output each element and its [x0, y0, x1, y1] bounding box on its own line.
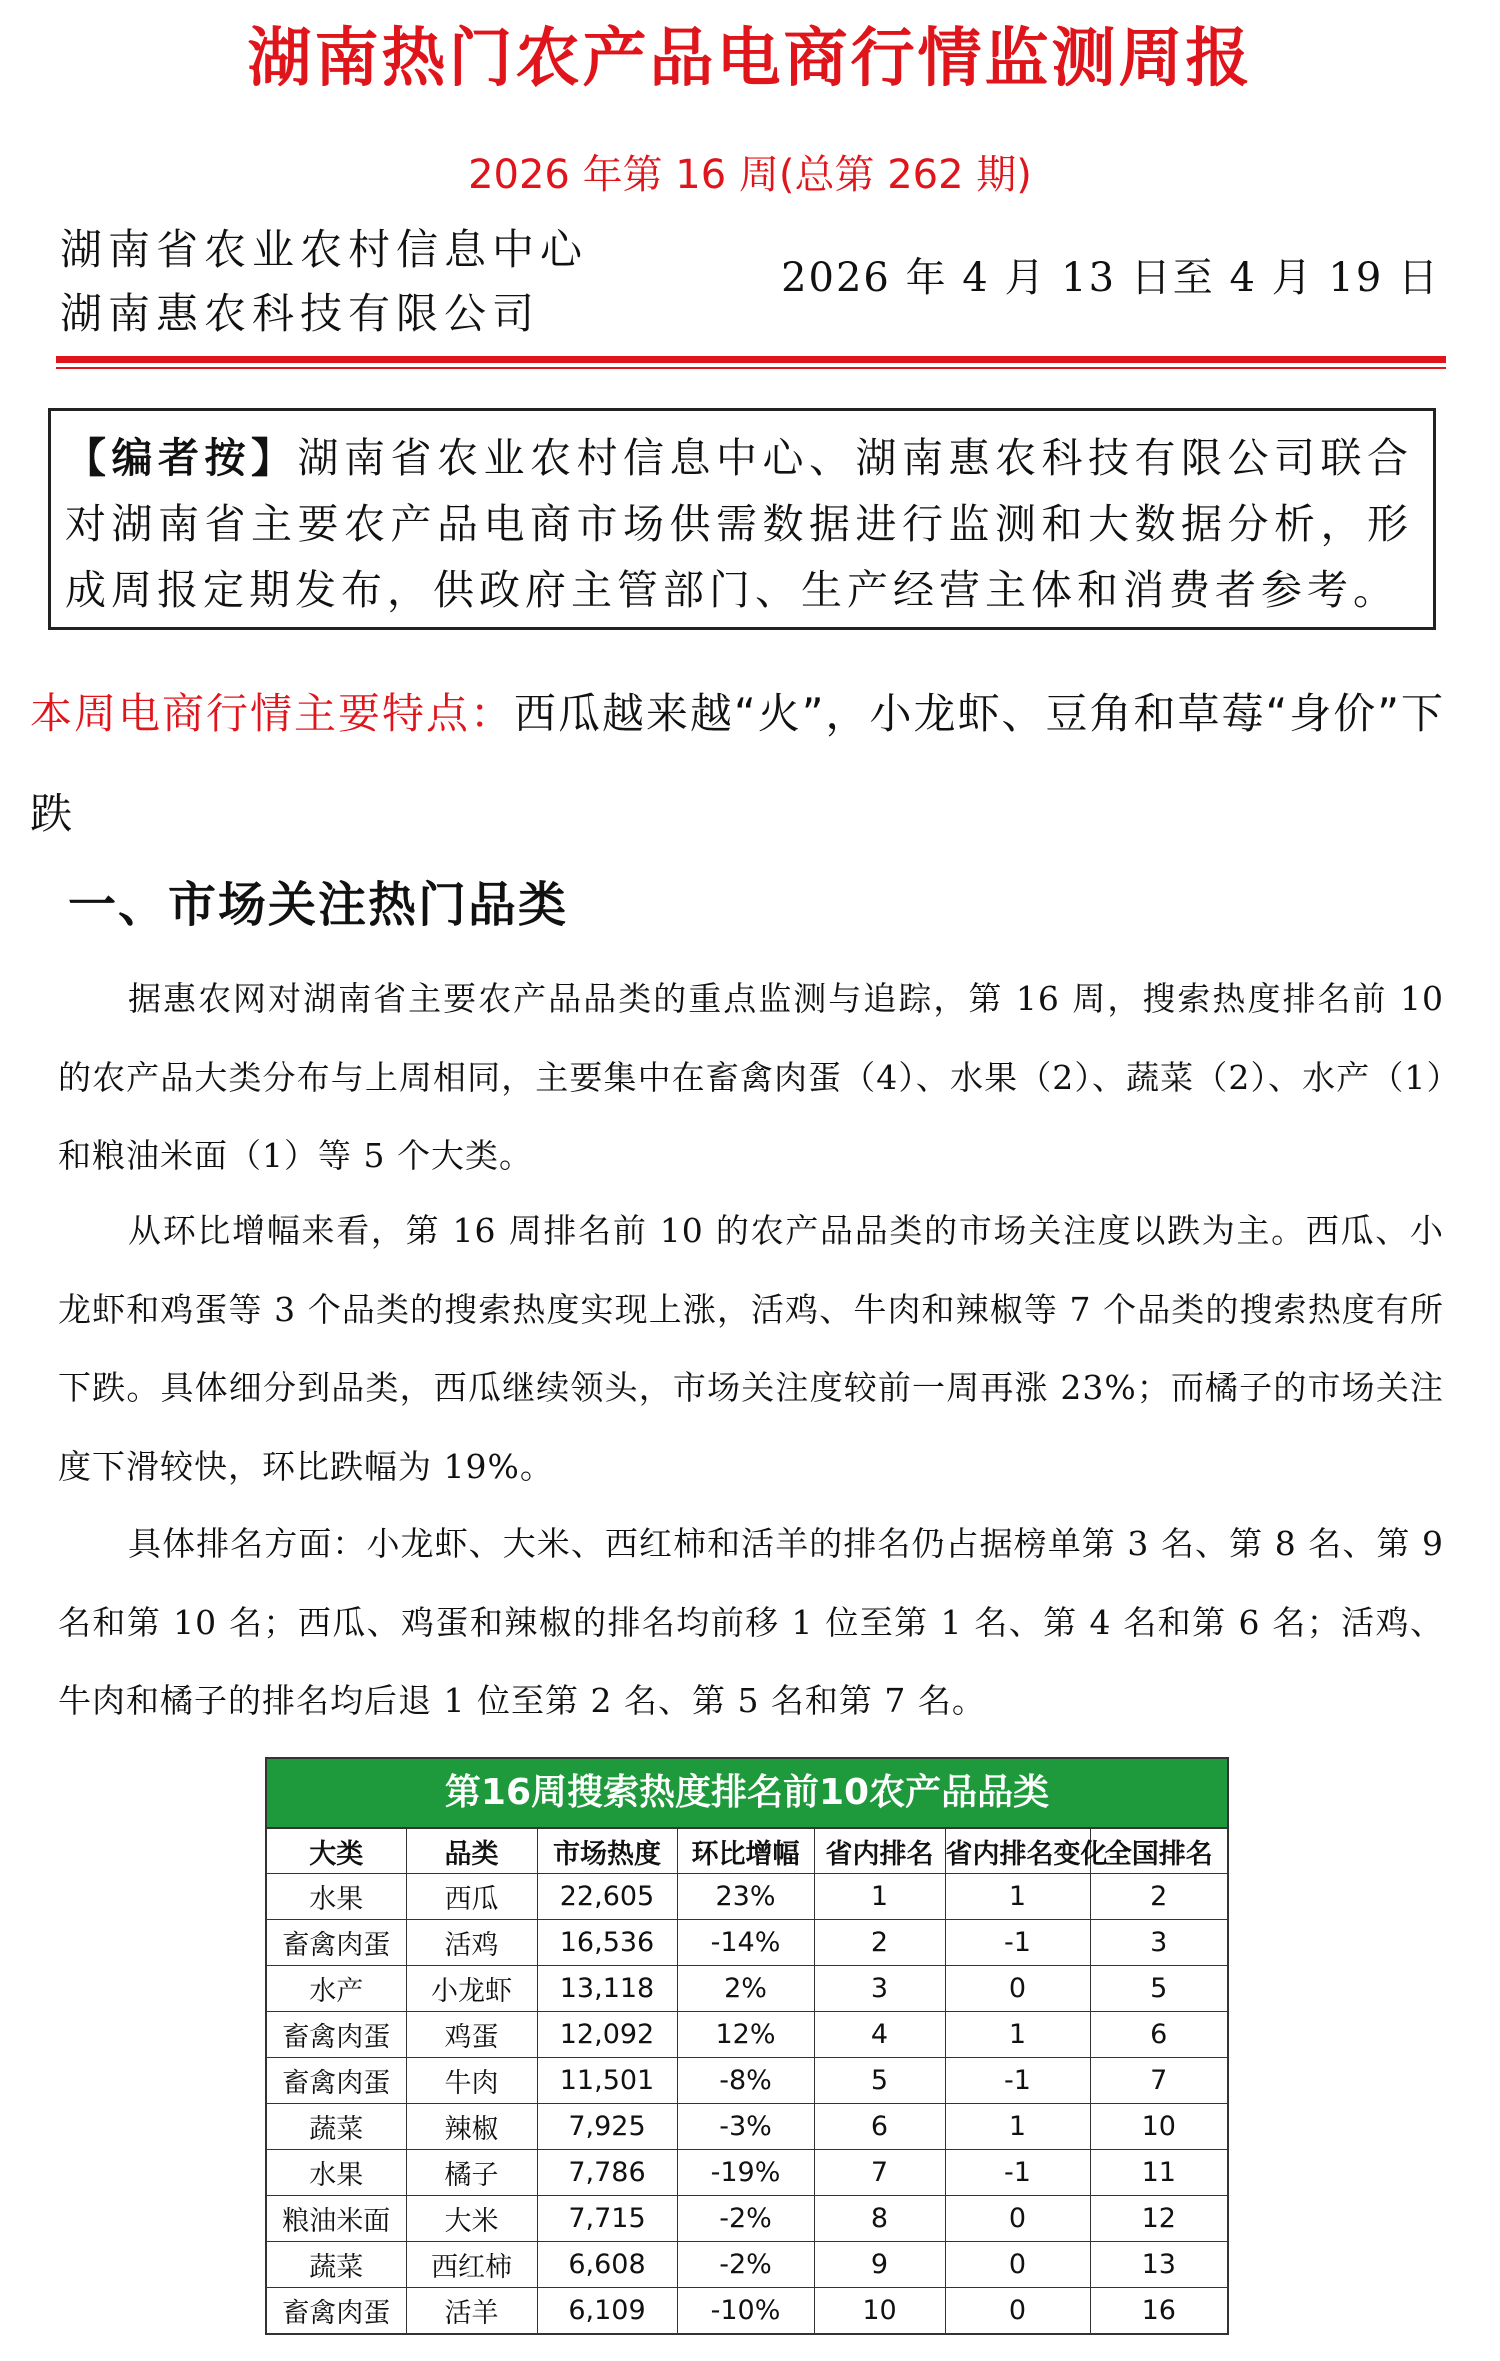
table-row: [267, 1966, 1227, 2012]
cell-national-rank: 2: [1090, 1874, 1227, 1920]
cell-national-rank: 13: [1090, 2242, 1227, 2288]
cell-province-rank: 9: [814, 2242, 945, 2288]
header-divider-thick: [56, 356, 1446, 363]
cell-heat: 13,118: [537, 1966, 677, 2012]
paragraph: 从环比增幅来看，第 16 周排名前 10 的农产品品类的市场关注度以跌为主。西瓜、小龙虾和鸡蛋等 3 个品类的搜索热度实现上涨，活鸡、牛肉和辣椒等 7 个品类的搜索热度有所下跌。具体细分到品类，西瓜继续领头，市场关注度较前一周再涨 23%；而橘子的市场关注度下滑较快，环比跌幅为 19%。: [58, 1211, 1444, 1486]
cell-wow-change: -19%: [677, 2150, 814, 2196]
cell-rank-change: 1: [945, 2012, 1090, 2058]
header-wow-change: 环比增幅: [677, 1829, 814, 1874]
cell-heat: 6,109: [537, 2288, 677, 2334]
editor-note-box: [48, 408, 1436, 630]
cell-national-rank: 7: [1090, 2058, 1227, 2104]
cell-product: 活羊: [406, 2288, 537, 2334]
table-row: [267, 2288, 1227, 2334]
table-header-row: [267, 1829, 1227, 1874]
cell-province-rank: 10: [814, 2288, 945, 2334]
publisher-huinong: 湖南惠农科技有限公司: [60, 289, 541, 338]
highlights-text: 西瓜越来越“火”，小龙虾、豆角和草莓“身价”下跌: [30, 689, 1446, 838]
cell-heat: 16,536: [537, 1920, 677, 1966]
cell-province-rank: 1: [814, 1874, 945, 1920]
cell-national-rank: 5: [1090, 1966, 1227, 2012]
highlights-label: 本周电商行情主要特点：: [30, 689, 515, 738]
cell-rank-change: 0: [945, 2196, 1090, 2242]
cell-rank-change: -1: [945, 1920, 1090, 1966]
cell-category: 畜禽肉蛋: [267, 2058, 406, 2104]
cell-national-rank: 3: [1090, 1920, 1227, 1966]
cell-heat: 11,501: [537, 2058, 677, 2104]
cell-product: 牛肉: [406, 2058, 537, 2104]
cell-national-rank: 6: [1090, 2012, 1227, 2058]
report-title: 湖南热门农产品电商行情监测周报: [247, 22, 1253, 96]
table-row: [267, 2058, 1227, 2104]
cell-national-rank: 16: [1090, 2288, 1227, 2334]
section-heading: 一、市场关注热门品类: [68, 877, 569, 933]
ranking-table-grid: [267, 1829, 1227, 2333]
cell-province-rank: 6: [814, 2104, 945, 2150]
ranking-table: [265, 1757, 1229, 2335]
header-heat: 市场热度: [537, 1829, 677, 1874]
header-province-rank: 省内排名: [814, 1829, 945, 1874]
cell-wow-change: -14%: [677, 1920, 814, 1966]
cell-category: 蔬菜: [267, 2242, 406, 2288]
cell-province-rank: 8: [814, 2196, 945, 2242]
table-row: [267, 2196, 1227, 2242]
cell-category: 畜禽肉蛋: [267, 1920, 406, 1966]
table-row: [267, 2150, 1227, 2196]
date-range: 2026 年 4 月 13 日至 4 月 19 日: [781, 255, 1440, 301]
cell-heat: 7,786: [537, 2150, 677, 2196]
cell-category: 畜禽肉蛋: [267, 2012, 406, 2058]
cell-province-rank: 5: [814, 2058, 945, 2104]
cell-product: 活鸡: [406, 1920, 537, 1966]
cell-rank-change: 1: [945, 2104, 1090, 2150]
cell-province-rank: 2: [814, 1920, 945, 1966]
cell-heat: 12,092: [537, 2012, 677, 2058]
paragraph: 具体排名方面：小龙虾、大米、西红柿和活羊的排名仍占据榜单第 3 名、第 8 名、第 9 名和第 10 名；西瓜、鸡蛋和辣椒的排名均前移 1 位至第 1 名、第 4 名和第 6 名；活鸡、牛肉和橘子的排名均后退 1 位至第 2 名、第 5 名和第 7 名。: [58, 1524, 1444, 1720]
weekly-highlights: [30, 664, 1480, 864]
cell-rank-change: 0: [945, 2288, 1090, 2334]
header-rank-change: 省内排名变化: [945, 1829, 1090, 1874]
cell-heat: 6,608: [537, 2242, 677, 2288]
cell-national-rank: 12: [1090, 2196, 1227, 2242]
cell-province-rank: 7: [814, 2150, 945, 2196]
table-row: [267, 1874, 1227, 1920]
cell-category: 粮油米面: [267, 2196, 406, 2242]
cell-product: 橘子: [406, 2150, 537, 2196]
paragraph: 据惠农网对湖南省主要农产品品类的重点监测与追踪，第 16 周，搜索热度排名前 10 的农产品大类分布与上周相同，主要集中在畜禽肉蛋（4）、水果（2）、蔬菜（2）、水产（1）和粮油米面（1）等 5 个大类。: [58, 979, 1444, 1175]
table-title: 第16周搜索热度排名前10农产品品类: [267, 1759, 1227, 1829]
cell-wow-change: -8%: [677, 2058, 814, 2104]
cell-category: 水果: [267, 2150, 406, 2196]
cell-wow-change: -3%: [677, 2104, 814, 2150]
header-product: 品类: [406, 1829, 537, 1874]
cell-rank-change: 0: [945, 1966, 1090, 2012]
publisher-info-center: 湖南省农业农村信息中心: [60, 225, 589, 274]
header-national-rank: 全国排名: [1090, 1829, 1227, 1874]
cell-province-rank: 3: [814, 1966, 945, 2012]
cell-rank-change: 1: [945, 1874, 1090, 1920]
header-divider-thin: [56, 367, 1446, 369]
cell-wow-change: 23%: [677, 1874, 814, 1920]
header-category: 大类: [267, 1829, 406, 1874]
table-row: [267, 2242, 1227, 2288]
cell-province-rank: 4: [814, 2012, 945, 2058]
cell-wow-change: 12%: [677, 2012, 814, 2058]
cell-rank-change: -1: [945, 2058, 1090, 2104]
cell-rank-change: -1: [945, 2150, 1090, 2196]
cell-heat: 22,605: [537, 1874, 677, 1920]
cell-wow-change: -2%: [677, 2242, 814, 2288]
cell-wow-change: -2%: [677, 2196, 814, 2242]
issue-number: 2026 年第 16 周(总第 262 期): [468, 152, 1032, 198]
cell-wow-change: -10%: [677, 2288, 814, 2334]
editor-note-text: 湖南省农业农村信息中心、湖南惠农科技有限公司联合对湖南省主要农产品电商市场供需数据进行监测和大数据分析，形成周报定期发布，供政府主管部门、生产经营主体和消费者参考。: [65, 434, 1413, 614]
cell-category: 畜禽肉蛋: [267, 2288, 406, 2334]
table-row: [267, 2012, 1227, 2058]
editor-note-label: 【编者按】: [65, 434, 298, 482]
cell-national-rank: 11: [1090, 2150, 1227, 2196]
cell-national-rank: 10: [1090, 2104, 1227, 2150]
cell-rank-change: 0: [945, 2242, 1090, 2288]
cell-wow-change: 2%: [677, 1966, 814, 2012]
table-row: [267, 1920, 1227, 1966]
cell-category: 水果: [267, 1874, 406, 1920]
cell-product: 辣椒: [406, 2104, 537, 2150]
cell-heat: 7,715: [537, 2196, 677, 2242]
cell-product: 大米: [406, 2196, 537, 2242]
table-row: [267, 2104, 1227, 2150]
cell-product: 小龙虾: [406, 1966, 537, 2012]
cell-product: 鸡蛋: [406, 2012, 537, 2058]
cell-product: 西红柿: [406, 2242, 537, 2288]
cell-category: 水产: [267, 1966, 406, 2012]
cell-heat: 7,925: [537, 2104, 677, 2150]
cell-product: 西瓜: [406, 1874, 537, 1920]
cell-category: 蔬菜: [267, 2104, 406, 2150]
